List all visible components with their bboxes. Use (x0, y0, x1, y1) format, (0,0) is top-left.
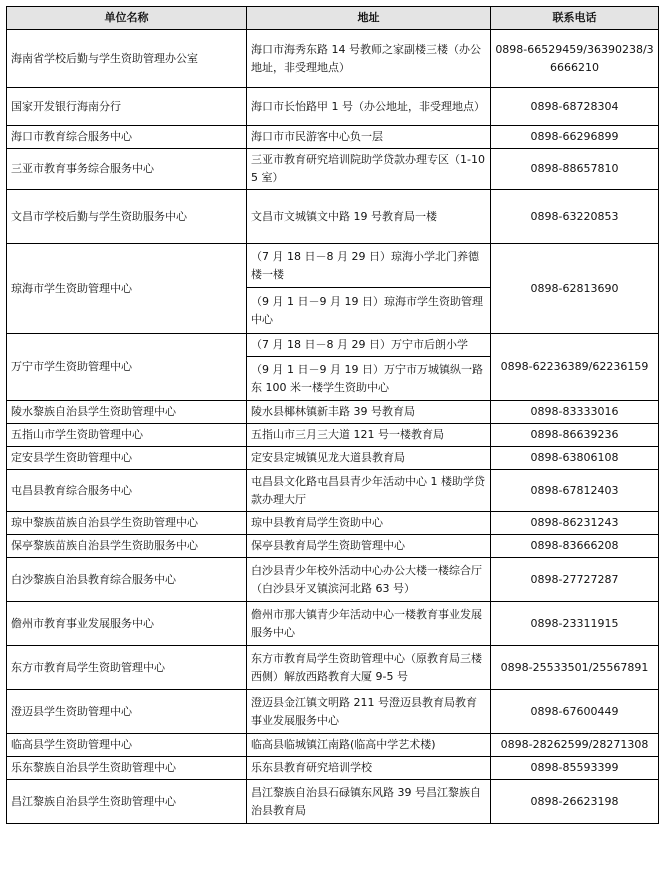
header-phone: 联系电话 (491, 7, 659, 30)
phone-cell: 0898-25533501/25567891 (491, 646, 659, 690)
phone-cell: 0898-62236389/62236159 (491, 334, 659, 401)
unit-name-cell: 乐东黎族自治县学生资助管理中心 (7, 757, 247, 780)
table-row (7, 88, 659, 126)
phone-cell: 0898-67812403 (491, 470, 659, 512)
address-cell: 保亭县教育局学生资助管理中心 (247, 535, 491, 558)
unit-name-cell: 海口市教育综合服务中心 (7, 126, 247, 149)
table-row (7, 757, 659, 780)
table-row (7, 646, 659, 690)
phone-cell: 0898-83666208 (491, 535, 659, 558)
address-cell: 定安县定城镇见龙大道县教育局 (247, 447, 491, 470)
unit-name-cell: 屯昌县教育综合服务中心 (7, 470, 247, 512)
header-address: 地址 (247, 7, 491, 30)
table-row-subrow (7, 334, 659, 357)
address-cell: 海口市市民游客中心负一层 (247, 126, 491, 149)
table-row-subrow (7, 244, 659, 288)
unit-name-cell: 海南省学校后勤与学生资助管理办公室 (7, 30, 247, 88)
address-cell: 海口市海秀东路 14 号教师之家副楼三楼（办公地址，非受理地点） (247, 30, 491, 88)
address-cell: 琼中县教育局学生资助中心 (247, 512, 491, 535)
unit-name-cell: 东方市教育局学生资助管理中心 (7, 646, 247, 690)
unit-name-cell: 三亚市教育事务综合服务中心 (7, 149, 247, 190)
phone-cell: 0898-63806108 (491, 447, 659, 470)
phone-cell: 0898-67600449 (491, 690, 659, 734)
contact-table (6, 6, 659, 824)
unit-name-cell: 琼中黎族苗族自治县学生资助管理中心 (7, 512, 247, 535)
unit-name-cell: 国家开发银行海南分行 (7, 88, 247, 126)
address-cell: 白沙县青少年校外活动中心办公大楼一楼综合厅（白沙县牙叉镇滨河北路 63 号） (247, 558, 491, 602)
phone-cell: 0898-85593399 (491, 757, 659, 780)
address-cell: （7 月 18 日－8 月 29 日）琼海小学北门养德楼一楼 (247, 244, 491, 288)
table-row (7, 424, 659, 447)
table-row (7, 447, 659, 470)
address-cell: 东方市教育局学生资助管理中心（原教育局三楼西侧）解放西路教育大厦 9-5 号 (247, 646, 491, 690)
address-cell: （7 月 18 日－8 月 29 日）万宁市后朗小学 (247, 334, 491, 357)
table-row (7, 512, 659, 535)
table-body (7, 30, 659, 824)
phone-cell: 0898-27727287 (491, 558, 659, 602)
address-cell: 临高县临城镇江南路(临高中学艺术楼) (247, 734, 491, 757)
address-cell: 三亚市教育研究培训院助学贷款办理专区（1-105 室） (247, 149, 491, 190)
phone-cell: 0898-66296899 (491, 126, 659, 149)
unit-name-cell: 昌江黎族自治县学生资助管理中心 (7, 780, 247, 824)
address-cell: 陵水县椰林镇新丰路 39 号教育局 (247, 401, 491, 424)
unit-name-cell: 澄迈县学生资助管理中心 (7, 690, 247, 734)
phone-cell: 0898-26623198 (491, 780, 659, 824)
phone-cell: 0898-83333016 (491, 401, 659, 424)
address-cell: 五指山市三月三大道 121 号一楼教育局 (247, 424, 491, 447)
address-cell: 海口市长怡路甲 1 号（办公地址，非受理地点） (247, 88, 491, 126)
phone-cell: 0898-68728304 (491, 88, 659, 126)
unit-name-cell: 保亭黎族苗族自治县学生资助服务中心 (7, 535, 247, 558)
phone-cell: 0898-28262599/28271308 (491, 734, 659, 757)
table-header-row (7, 7, 659, 30)
table-row (7, 690, 659, 734)
phone-cell: 0898-88657810 (491, 149, 659, 190)
unit-name-cell: 定安县学生资助管理中心 (7, 447, 247, 470)
unit-name-cell: 文昌市学校后勤与学生资助服务中心 (7, 190, 247, 244)
unit-name-cell: 临高县学生资助管理中心 (7, 734, 247, 757)
phone-cell: 0898-63220853 (491, 190, 659, 244)
address-cell: 屯昌县文化路屯昌县青少年活动中心 1 楼助学贷款办理大厅 (247, 470, 491, 512)
address-cell: 文昌市文城镇文中路 19 号教育局一楼 (247, 190, 491, 244)
address-cell: 昌江黎族自治县石碌镇东风路 39 号昌江黎族自治县教育局 (247, 780, 491, 824)
table-row (7, 602, 659, 646)
address-cell: 儋州市那大镇青少年活动中心一楼教育事业发展服务中心 (247, 602, 491, 646)
phone-cell: 0898-66529459/36390238/36666210 (491, 30, 659, 88)
phone-cell: 0898-86231243 (491, 512, 659, 535)
unit-name-cell: 白沙黎族自治县教育综合服务中心 (7, 558, 247, 602)
table-row (7, 126, 659, 149)
unit-name-cell: 陵水黎族自治县学生资助管理中心 (7, 401, 247, 424)
unit-name-cell: 五指山市学生资助管理中心 (7, 424, 247, 447)
header-unit-name: 单位名称 (7, 7, 247, 30)
table-row (7, 30, 659, 88)
table-row (7, 734, 659, 757)
address-cell: 乐东县教育研究培训学校 (247, 757, 491, 780)
phone-cell: 0898-23311915 (491, 602, 659, 646)
table-row (7, 470, 659, 512)
table-row (7, 558, 659, 602)
address-cell: （9 月 1 日－9 月 19 日）琼海市学生资助管理中心 (247, 288, 491, 334)
unit-name-cell: 万宁市学生资助管理中心 (7, 334, 247, 401)
phone-cell: 0898-86639236 (491, 424, 659, 447)
table-row (7, 780, 659, 824)
unit-name-cell: 琼海市学生资助管理中心 (7, 244, 247, 334)
table-row (7, 190, 659, 244)
unit-name-cell: 儋州市教育事业发展服务中心 (7, 602, 247, 646)
table-row (7, 535, 659, 558)
phone-cell: 0898-62813690 (491, 244, 659, 334)
table-row (7, 401, 659, 424)
address-cell: 澄迈县金江镇文明路 211 号澄迈县教育局教育事业发展服务中心 (247, 690, 491, 734)
address-cell: （9 月 1 日－9 月 19 日）万宁市万城镇纵一路东 100 米一楼学生资助中心 (247, 357, 491, 401)
table-row (7, 149, 659, 190)
